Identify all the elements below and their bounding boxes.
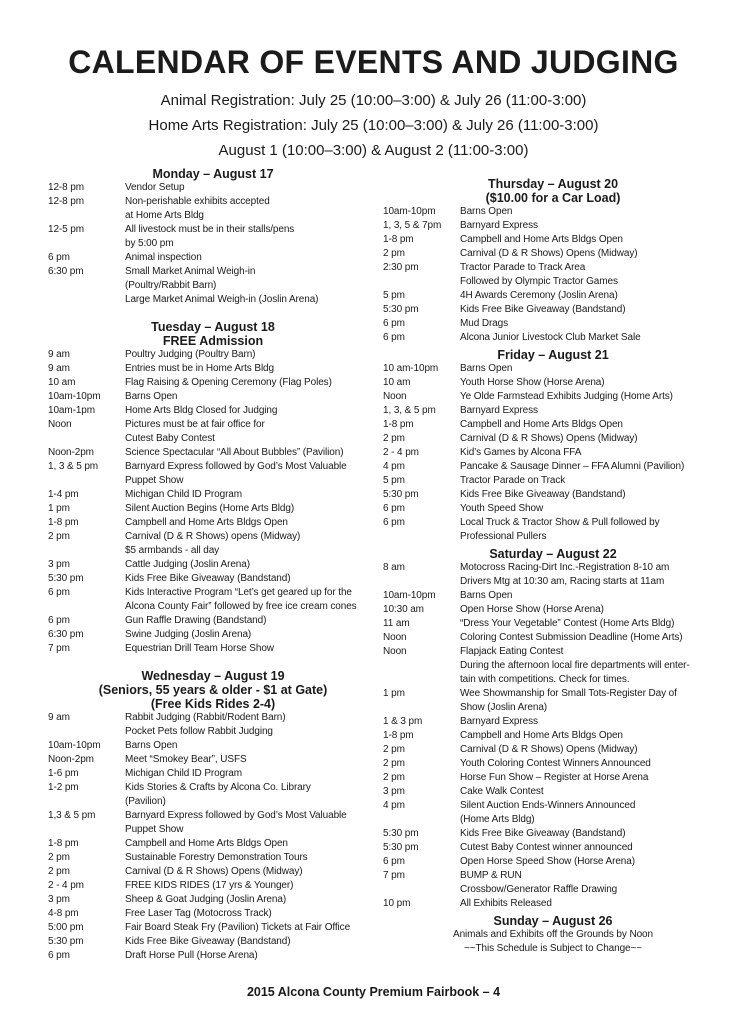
event-time: 2 pm [48, 852, 70, 863]
event-time: 5:00 pm [48, 922, 84, 933]
day-header: Thursday – August 20 [487, 177, 619, 191]
event-description: Barns Open [460, 206, 513, 217]
event-description: Non-perishable exhibits accepted at Home Arts Bldg [125, 196, 270, 221]
schedule-row [383, 390, 723, 404]
event-description: Open Horse Speed Show (Horse Arena) [460, 856, 635, 867]
event-description: Campbell and Home Arts Bldgs Open [125, 517, 288, 528]
schedule-row [48, 530, 378, 558]
event-time: 1-8 pm [383, 419, 414, 430]
schedule-row [48, 195, 378, 223]
event-description: Pancake & Sausage Dinner – FFA Alumni (Pavilion) [460, 461, 685, 472]
event-time: 2 - 4 pm [48, 880, 84, 891]
event-description: Home Arts Bldg Closed for Judging [125, 405, 278, 416]
event-time: 6 pm [48, 252, 70, 263]
schedule-row [383, 645, 723, 687]
event-time: 10am-10pm [48, 740, 101, 751]
schedule-row [48, 446, 378, 460]
event-time: 5:30 pm [383, 304, 419, 315]
event-time: 1 & 3 pm [383, 716, 423, 727]
schedule-row [383, 743, 723, 757]
event-time: Noon [48, 419, 72, 430]
schedule-row [383, 799, 723, 827]
schedule-row [48, 711, 378, 739]
schedule-row [48, 404, 378, 418]
event-time: 5 pm [383, 475, 405, 486]
event-time: 4 pm [383, 800, 405, 811]
day-section [48, 167, 378, 307]
event-description: Barnyard Express followed by God’s Most Valuable Puppet Show [125, 810, 347, 835]
schedule-column-left [48, 167, 378, 976]
day-header: (Free Kids Rides 2-4) [150, 697, 276, 711]
event-time: 1-8 pm [383, 730, 414, 741]
event-description: Vendor Setup [125, 182, 185, 193]
schedule-row [48, 879, 378, 893]
event-description: Ye Olde Farmstead Exhibits Judging (Home Arts) [460, 391, 673, 402]
schedule-row [383, 331, 723, 345]
event-description: Small Market Animal Weigh-in (Poultry/Rabbit Barn) Large Market Animal Weigh-in (Joslin Arena) [125, 266, 319, 305]
event-time: 1,3 & 5 pm [48, 810, 96, 821]
event-description: Campbell and Home Arts Bldgs Open [460, 730, 623, 741]
schedule-row [383, 687, 723, 715]
day-header: Saturday – August 22 [489, 547, 617, 561]
schedule-row [48, 642, 378, 656]
event-time: 2 pm [383, 758, 405, 769]
schedule-row [383, 303, 723, 317]
schedule-row [48, 628, 378, 642]
event-time: 2 pm [383, 744, 405, 755]
event-time: Noon-2pm [48, 754, 94, 765]
event-description: Coloring Contest Submission Deadline (Home Arts) [460, 632, 683, 643]
event-description: Open Horse Show (Horse Arena) [460, 604, 604, 615]
event-time: 10 am-10pm [383, 363, 439, 374]
event-time: 12-5 pm [48, 224, 84, 235]
page-title: CALENDAR OF EVENTS AND JUDGING [68, 44, 679, 80]
event-time: 6 pm [48, 950, 70, 961]
event-description: Youth Speed Show [460, 503, 544, 514]
schedule-row [48, 739, 378, 753]
schedule-row [383, 869, 723, 897]
event-description: Free Laser Tag (Motocross Track) [125, 908, 272, 919]
event-description: Cattle Judging (Joslin Arena) [125, 559, 250, 570]
event-description: Kids Free Bike Giveaway (Bandstand) [125, 573, 291, 584]
event-description: Rabbit Judging (Rabbit/Rodent Barn) Pocket Pets follow Rabbit Judging [125, 712, 286, 737]
schedule-row [48, 809, 378, 837]
event-description: Barns Open [125, 740, 178, 751]
schedule-row [383, 289, 723, 303]
schedule-row [48, 502, 378, 516]
schedule-row [48, 865, 378, 879]
schedule-row [383, 376, 723, 390]
schedule-row [48, 907, 378, 921]
day-header: Monday – August 17 [152, 167, 274, 181]
event-description: Cake Walk Contest [460, 786, 544, 797]
event-time: Noon-2pm [48, 447, 94, 458]
event-description: Kids Interactive Program “Let’s get geared up for the Alcona County Fair” followed by free ice cream cones [125, 587, 357, 612]
event-time: 5:30 pm [48, 573, 84, 584]
event-time: 9 am [48, 363, 70, 374]
schedule-row [48, 614, 378, 628]
event-time: 4-8 pm [48, 908, 79, 919]
event-description: Campbell and Home Arts Bldgs Open [460, 234, 623, 245]
schedule-row [48, 376, 378, 390]
schedule-row [48, 949, 378, 963]
event-time: 1-4 pm [48, 489, 79, 500]
event-description: Flapjack Eating Contest During the afternoon local fire departments will enter- tain with competitions. Check for times. [460, 646, 690, 685]
event-time: 10 am [383, 377, 411, 388]
day-section [48, 669, 378, 963]
schedule-row [383, 404, 723, 418]
event-time: 6:30 pm [48, 629, 84, 640]
event-time: 11 am [383, 618, 410, 629]
schedule-row [383, 205, 723, 219]
schedule-row [48, 781, 378, 809]
event-description: Kids Stories & Crafts by Alcona Co. Library (Pavilion) [125, 782, 311, 807]
event-description: Horse Fun Show – Register at Horse Arena [460, 772, 649, 783]
event-time: 1, 3, 5 & 7pm [383, 220, 442, 231]
schedule-row [383, 488, 723, 502]
event-description: Pictures must be at fair office for Cutest Baby Contest [125, 419, 265, 444]
schedule-row [48, 893, 378, 907]
event-description: Barnyard Express [460, 716, 538, 727]
event-time: 8 am [383, 562, 405, 573]
event-time: Noon [383, 646, 407, 657]
event-description: Alcona Junior Livestock Club Market Sale [460, 332, 641, 343]
event-description: Draft Horse Pull (Horse Arena) [125, 950, 258, 961]
event-time: 12-8 pm [48, 182, 84, 193]
event-description: Cutest Baby Contest winner announced [460, 842, 633, 853]
event-description: Swine Judging (Joslin Arena) [125, 629, 252, 640]
event-time: 2 - 4 pm [383, 447, 419, 458]
event-description: Kids Free Bike Giveaway (Bandstand) [460, 304, 626, 315]
schedule-row [383, 516, 723, 544]
event-time: 3 pm [48, 559, 70, 570]
schedule-row [48, 223, 378, 251]
event-time: 12-8 pm [48, 196, 84, 207]
schedule-row [383, 418, 723, 432]
event-description: Sheep & Goat Judging (Joslin Arena) [125, 894, 287, 905]
schedule-columns [48, 167, 747, 976]
schedule-row [383, 219, 723, 233]
event-time: 10am-10pm [383, 590, 436, 601]
event-description: Barnyard Express [460, 405, 538, 416]
event-time: 10 am [48, 377, 76, 388]
day-section [383, 348, 723, 544]
schedule-row [48, 586, 378, 614]
event-time: 7 pm [48, 643, 70, 654]
event-description: Youth Horse Show (Horse Arena) [460, 377, 605, 388]
event-description: Tractor Parade on Track [460, 475, 566, 486]
schedule-row [383, 771, 723, 785]
schedule-row [383, 561, 723, 589]
schedule-column-right [383, 167, 723, 976]
event-time: 5:30 pm [48, 936, 84, 947]
event-time: Noon [383, 632, 407, 643]
event-time: 10:30 am [383, 604, 424, 615]
event-description: Flag Raising & Opening Ceremony (Flag Poles) [125, 377, 332, 388]
registration-line: Animal Registration: July 25 (10:00–3:00) & July 26 (11:00-3:00) [160, 92, 587, 109]
schedule-row [383, 460, 723, 474]
event-time: 2 pm [48, 866, 70, 877]
event-time: 1-8 pm [48, 517, 79, 528]
day-header: ($10.00 for a Car Load) [485, 191, 621, 205]
event-description: Michigan Child ID Program [125, 489, 242, 500]
schedule-row [48, 390, 378, 404]
event-time: 6 pm [383, 332, 405, 343]
schedule-row [383, 603, 723, 617]
schedule-row [383, 757, 723, 771]
event-description: “Dress Your Vegetable” Contest (Home Arts Bldg) [460, 618, 675, 629]
schedule-row [48, 767, 378, 781]
day-header: Friday – August 21 [497, 348, 609, 362]
event-time: 1, 3, & 5 pm [383, 405, 436, 416]
schedule-row [48, 516, 378, 530]
schedule-row [383, 631, 723, 645]
schedule-row [383, 446, 723, 460]
event-description: Poultry Judging (Poultry Barn) [125, 349, 256, 360]
event-time: 3 pm [48, 894, 70, 905]
schedule-row [48, 362, 378, 376]
event-time: 10am-1pm [48, 405, 95, 416]
schedule-row [48, 265, 378, 307]
event-time: 9 am [48, 349, 70, 360]
registration-line: August 1 (10:00–3:00) & August 2 (11:00-3:00) [218, 142, 529, 159]
day-header: Tuesday – August 18 [151, 320, 275, 334]
day-header: Sunday – August 26 [493, 914, 613, 928]
schedule-row [383, 474, 723, 488]
event-description: Kids Free Bike Giveaway (Bandstand) [460, 828, 626, 839]
schedule-row [383, 841, 723, 855]
schedule-note: ~~This Schedule is Subject to Change~~ [464, 943, 642, 954]
event-description: BUMP & RUN Crossbow/Generator Raffle Drawing [460, 870, 618, 895]
event-description: Tractor Parade to Track Area Followed by Olympic Tractor Games [460, 262, 618, 287]
event-time: 1-8 pm [383, 234, 414, 245]
event-time: 6 pm [48, 587, 70, 598]
event-time: 7 pm [383, 870, 405, 881]
schedule-row [383, 261, 723, 289]
day-section [383, 547, 723, 911]
event-description: Motocross Racing-Dirt Inc.-Registration 8-10 am Drivers Mtg at 10:30 am, Racing starts at 11am [460, 562, 670, 587]
event-time: 3 pm [383, 786, 405, 797]
event-time: 1-6 pm [48, 768, 79, 779]
day-section [383, 177, 723, 345]
event-description: Campbell and Home Arts Bldgs Open [460, 419, 623, 430]
registration-info [0, 88, 747, 163]
event-description: Barns Open [460, 363, 513, 374]
event-description: Sustainable Forestry Demonstration Tours [125, 852, 308, 863]
event-time: 5 pm [383, 290, 405, 301]
schedule-row [48, 837, 378, 851]
event-description: Meet “Smokey Bear”, USFS [125, 754, 247, 765]
schedule-row [383, 432, 723, 446]
event-time: 1-2 pm [48, 782, 79, 793]
event-time: 5:30 pm [383, 842, 419, 853]
event-time: 10am-10pm [383, 206, 436, 217]
schedule-row [48, 460, 378, 488]
registration-line: Home Arts Registration: July 25 (10:00–3:00) & July 26 (11:00-3:00) [148, 117, 599, 134]
schedule-row [383, 897, 723, 911]
event-time: 6 pm [383, 517, 405, 528]
schedule-row [48, 418, 378, 446]
schedule-row [48, 488, 378, 502]
event-time: 1 pm [383, 688, 405, 699]
day-header: FREE Admission [162, 334, 264, 348]
event-time: 2 pm [383, 772, 405, 783]
event-description: Animal inspection [125, 252, 202, 263]
schedule-row [383, 233, 723, 247]
event-time: 2 pm [383, 248, 405, 259]
event-description: Kids Free Bike Giveaway (Bandstand) [125, 936, 291, 947]
schedule-row [48, 935, 378, 949]
event-time: 6 pm [48, 615, 70, 626]
event-description: Carnival (D & R Shows) Opens (Midway) [460, 433, 638, 444]
event-description: Entries must be in Home Arts Bldg [125, 363, 274, 374]
event-time: 6 pm [383, 503, 405, 514]
day-header: (Seniors, 55 years & older - $1 at Gate) [98, 683, 328, 697]
event-time: 4 pm [383, 461, 405, 472]
schedule-row [383, 247, 723, 261]
day-section [48, 320, 378, 656]
event-description: Carnival (D & R Shows) Opens (Midway) [460, 248, 638, 259]
schedule-row [383, 317, 723, 331]
event-time: 6:30 pm [48, 266, 84, 277]
event-description: All livestock must be in their stalls/pens by 5:00 pm [125, 224, 295, 249]
event-time: Noon [383, 391, 407, 402]
schedule-row [383, 617, 723, 631]
event-description: Michigan Child ID Program [125, 768, 242, 779]
event-time: 1 pm [48, 503, 70, 514]
schedule-row [48, 753, 378, 767]
event-description: All Exhibits Released [460, 898, 552, 909]
event-description: Kid’s Games by Alcona FFA [460, 447, 582, 458]
schedule-row [48, 921, 378, 935]
event-description: Gun Raffle Drawing (Bandstand) [125, 615, 267, 626]
event-time: 10 pm [383, 898, 411, 909]
event-description: Local Truck & Tractor Show & Pull followed by Professional Pullers [460, 517, 660, 542]
event-description: Science Spectacular “All About Bubbles” (Pavilion) [125, 447, 344, 458]
event-description: Silent Auction Ends-Winners Announced (Home Arts Bldg) [460, 800, 636, 825]
event-time: 6 pm [383, 856, 405, 867]
event-description: Carnival (D & R Shows) opens (Midway) $5 armbands - all day [125, 531, 301, 556]
event-description: Equestrian Drill Team Horse Show [125, 643, 274, 654]
page-footer: 2015 Alcona County Premium Fairbook – 4 [246, 985, 501, 999]
schedule-row [383, 502, 723, 516]
event-description: Mud Drags [460, 318, 509, 329]
event-description: Barnyard Express followed by God’s Most Valuable Puppet Show [125, 461, 347, 486]
event-time: 2 pm [383, 433, 405, 444]
schedule-row [383, 715, 723, 729]
event-time: 10am-10pm [48, 391, 101, 402]
day-header: Wednesday – August 19 [141, 669, 285, 683]
event-description: Fair Board Steak Fry (Pavilion) Tickets at Fair Office [125, 922, 351, 933]
event-time: 1, 3 & 5 pm [48, 461, 99, 472]
event-description: Barns Open [460, 590, 513, 601]
event-description: FREE KIDS RIDES (17 yrs & Younger) [125, 880, 294, 891]
event-time: 2:30 pm [383, 262, 419, 273]
schedule-row [383, 589, 723, 603]
event-time: 6 pm [383, 318, 405, 329]
event-time: 9 am [48, 712, 70, 723]
schedule-row [383, 785, 723, 799]
schedule-row [48, 851, 378, 865]
event-time: 5:30 pm [383, 489, 419, 500]
event-description: Wee Showmanship for Small Tots-Register Day of Show (Joslin Arena) [460, 688, 677, 713]
schedule-row [48, 558, 378, 572]
event-description: Carnival (D & R Shows) Opens (Midway) [125, 866, 303, 877]
schedule-row [48, 181, 378, 195]
event-description: Kids Free Bike Giveaway (Bandstand) [460, 489, 626, 500]
schedule-row [383, 729, 723, 743]
schedule-row [383, 827, 723, 841]
event-description: Campbell and Home Arts Bldgs Open [125, 838, 288, 849]
event-description: Barns Open [125, 391, 178, 402]
event-time: 5:30 pm [383, 828, 419, 839]
event-time: 2 pm [48, 531, 70, 542]
schedule-row [48, 572, 378, 586]
schedule-row [383, 362, 723, 376]
schedule-row [48, 251, 378, 265]
event-description: Carnival (D & R Shows) Opens (Midway) [460, 744, 638, 755]
event-description: Barnyard Express [460, 220, 538, 231]
event-description: Silent Auction Begins (Home Arts Bldg) [125, 503, 295, 514]
day-section [383, 914, 723, 956]
schedule-note: Animals and Exhibits off the Grounds by Noon [453, 929, 653, 940]
schedule-row [48, 348, 378, 362]
schedule-row [383, 855, 723, 869]
event-description: 4H Awards Ceremony (Joslin Arena) [460, 290, 618, 301]
event-description: Youth Coloring Contest Winners Announced [460, 758, 651, 769]
event-time: 1-8 pm [48, 838, 79, 849]
